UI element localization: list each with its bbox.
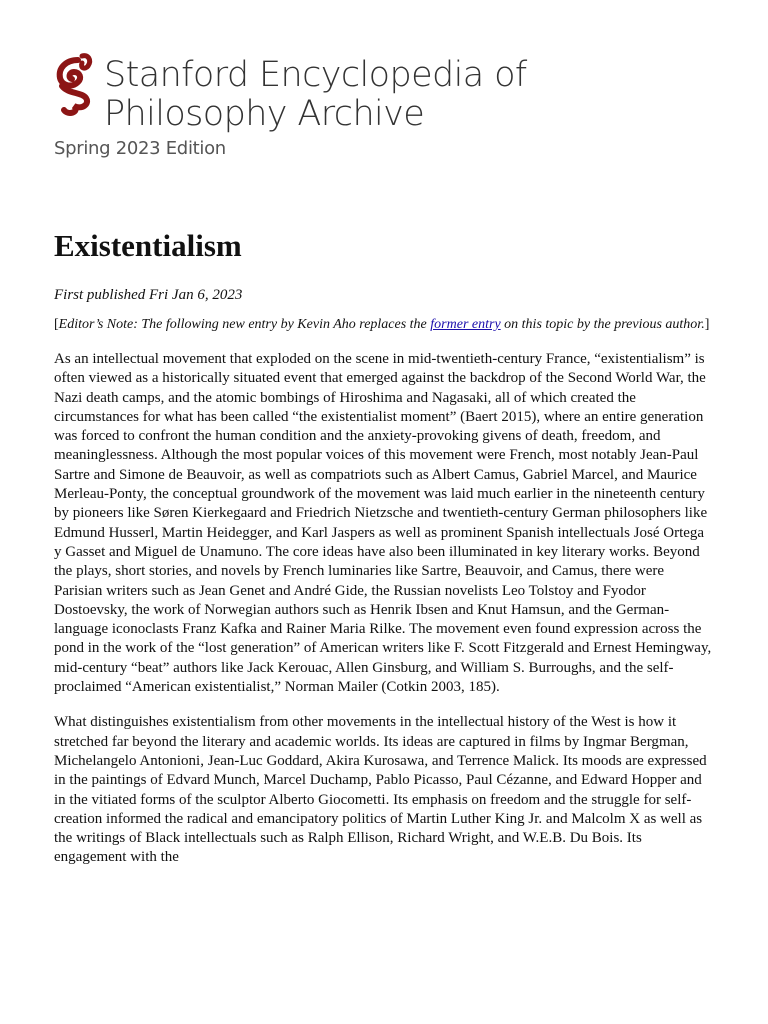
editor-note-open-bracket: [ (54, 317, 59, 332)
article-content (54, 226, 714, 868)
sep-logo-icon[interactable] (52, 50, 96, 116)
editor-note-text-before: Editor’s Note: The following new entry by Kevin Aho replaces the (58, 317, 431, 332)
former-entry-link[interactable]: former entry (430, 317, 501, 332)
editor-note-text-after: on this topic by the previous author. (500, 317, 705, 332)
site-title-line1: Stanford Encyclopedia of (104, 55, 527, 95)
site-title[interactable] (104, 56, 624, 134)
editor-note (54, 316, 714, 334)
paragraph-intro: As an intellectual movement that exploded on the scene in mid-twentieth-century France, “existentialism” is often viewed as a historically situated event that emerged against the backdrop of the Second World War, the Nazi death camps, and the atomic bombings of Hiroshima and Nagasaki, all of which created the circumstances for what has been called “the existentialist moment” (Baert 2015), where an entire generation was forced to confront the human condition and the anxiety-provoking givens of death, freedom, and meaninglessness. Although the most popular voices of this movement were French, most notably Jean-Paul Sartre and Simone de Beauvoir, as well as compatriots such as Albert Camus, Gabriel Marcel, and Maurice Merleau-Ponty, the conceptual groundwork of the movement was laid much earlier in the nineteenth century by pioneers like Søren Kierkegaard and Friedrich Nietzsche and twentieth-century German philosophers like Edmund Husserl, Martin Heidegger, and Karl Jaspers as well as prominent Spanish intellectuals José Ortega y Gasset and Miguel de Unamuno. The core ideas have also been illuminated in key literary works. Beyond the plays, short stories, and novels by French luminaries like Sartre, Beauvoir, and Camus, there were Parisian writers such as Jean Genet and André Gide, the Russian novelists Leo Tolstoy and Fyodor Dostoevsky, the work of Norwegian authors such as Henrik Ibsen and Knut Hamsun, and the German-language iconoclasts Franz Kafka and Rainer Maria Rilke. The movement even found expression across the pond in the work of the “lost generation” of American writers like F. Scott Fitzgerald and Ernest Hemingway, mid-century “beat” authors like Jack Kerouac, Allen Ginsburg, and William S. Burroughs, and the self-proclaimed “American existentialist,” Norman Mailer (Cotkin 2003, 185). (54, 351, 712, 696)
publication-info: First published Fri Jan 6, 2023 (54, 287, 243, 303)
paragraph-distinguishes: What distinguishes existentialism from other movements in the intellectual history of the West is how it stretched far beyond the literary and academic worlds. Its ideas are captured in films by Ingmar Bergman, Michelangelo Antonioni, Jean-Luc Goddard, Akira Kurosawa, and Terrence Malick. Its moods are expressed in the paintings of Edvard Munch, Marcel Duchamp, Pablo Picasso, Paul Cézanne, and Edward Hopper and in the vitiated forms of the sculptor Alberto Giocometti. Its emphasis on freedom and the struggle for self-creation informed the radical and emancipatory politics of Martin Luther King Jr. and Malcolm X as well as the writings of Black intellectuals such as Ralph Ellison, Richard Wright, and W.E.B. Du Bois. Its engagement with the (54, 714, 707, 866)
editor-note-close-bracket: ] (704, 317, 710, 332)
site-title-line2: Philosophy Archive (104, 94, 425, 134)
article-title: Existentialism (54, 228, 242, 263)
edition-label: Spring 2023 Edition (54, 138, 226, 159)
